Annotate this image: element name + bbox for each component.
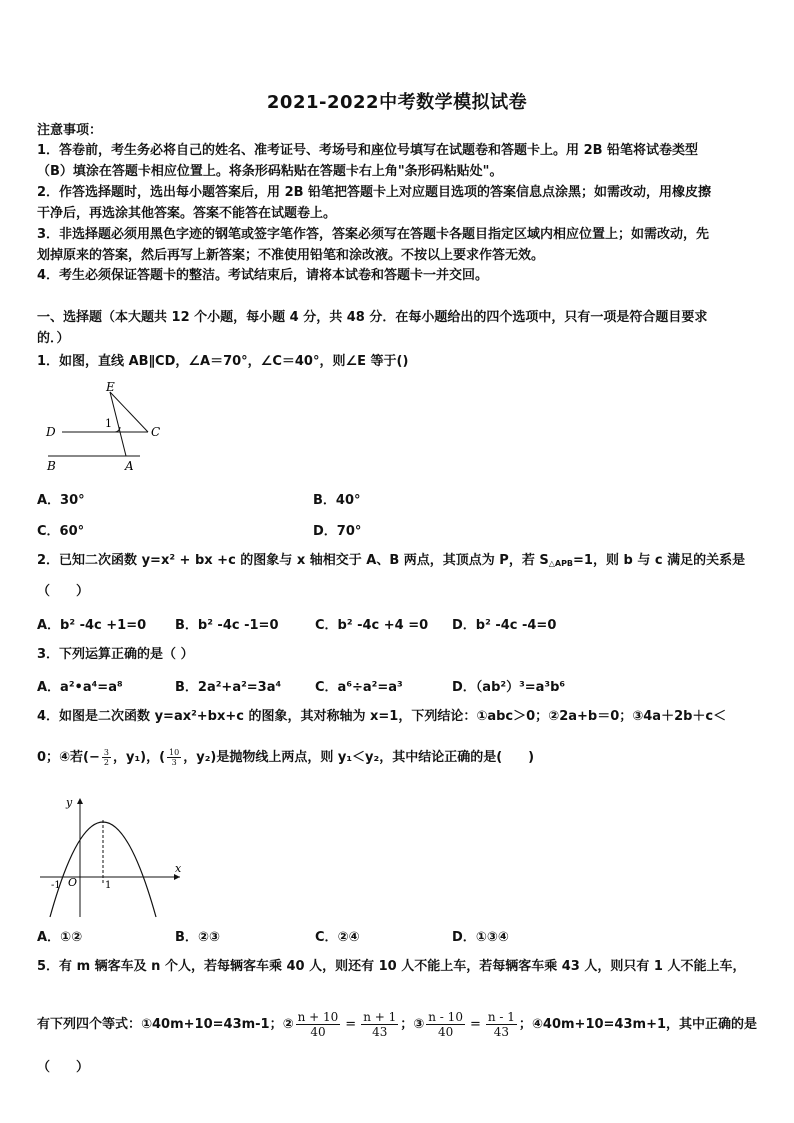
stem-part: ，y₂)是抛物线上两点，则 y₁＜y₂，其中结论正确的是( ) (183, 750, 535, 765)
option-c: C．②④ (315, 930, 360, 945)
label-x: x (175, 862, 182, 875)
question-5-stem: 5．有 m 辆客车及 n 个人，若每辆客车乘 40 人，则还有 10 人不能上车，若每辆客车乘 43 人，则只有 1 人不能上车， (37, 959, 746, 974)
option-b: B．b² -4c -1=0 (175, 618, 279, 633)
denominator: 43 (493, 1025, 510, 1039)
stem-part: 2．已知二次函数 y=x² + bx +c 的图象与 x 轴相交于 A、B 两点，其顶点为 P，若 S (37, 553, 549, 568)
option-d: D．70° (313, 524, 362, 539)
label-neg1: -1 (51, 880, 61, 891)
label-angle-1: 1 (105, 417, 112, 430)
notice-line: 干净后，再选涂其他答案。答案不能答在试题卷上。 (37, 206, 337, 221)
label-b: B (47, 459, 56, 473)
fraction (361, 1010, 398, 1039)
fraction (102, 748, 111, 767)
notice-line: 4．考生必须保证答题卡的整洁。考试结束后，请将本试卷和答题卡一并交回。 (37, 268, 489, 283)
option-a: A．a²•a⁴=a⁸ (37, 680, 123, 695)
numerator: 10 (169, 748, 180, 757)
notice-line: （B）填涂在答题卡相应位置上。将条形码粘贴在答题卡右上角"条形码粘贴处"。 (37, 164, 503, 179)
stem-part: ，y₁)，( (112, 750, 166, 765)
notice-line: 3．非选择题必须用黑色字迹的钢笔或签字笔作答，答案必须写在答题卡各题目指定区域内相应位置上；如需改动，先 (37, 227, 710, 242)
label-c: C (151, 425, 161, 439)
question-2-blank: （ ） (37, 584, 90, 599)
section-heading: 一、选择题（本大题共 12 个小题，每小题 4 分，共 48 分．在每小题给出的四个选项中，只有一项是符合题目要求 (37, 310, 708, 325)
page-title: 2021-2022中考数学模拟试卷 (266, 92, 528, 113)
question-4-stem: 4．如图是二次函数 y=ax²+bx+c 的图象，其对称轴为 x=1，下列结论：①abc＞0；②2a+b＝0；③4a＋2b＋c＜ (37, 709, 727, 724)
stem-part: 有下列四个等式：①40m+10=43m-1；② (37, 1017, 294, 1032)
stem-part: 0；④若(− (37, 750, 100, 765)
section-heading: 的．） (37, 331, 70, 346)
question-1-stem: 1．如图，直线 AB∥CD，∠A＝70°，∠C＝40°，则∠E 等于() (37, 354, 409, 369)
segment-ea (110, 392, 126, 456)
fraction (426, 1010, 465, 1039)
numerator: 3 (103, 748, 109, 757)
denominator: 40 (437, 1025, 454, 1039)
option-a: A．①② (37, 930, 83, 945)
numerator: n - 10 (428, 1010, 463, 1024)
option-b: B．②③ (175, 930, 220, 945)
label-e: E (106, 380, 115, 394)
fraction (167, 748, 181, 767)
question-5-blank: （ ） (37, 1060, 90, 1075)
notice-line: 1．答卷前，考生务必将自己的姓名、准考证号、考场号和座位号填写在试题卷和答题卡上。用 2B 铅笔将试卷类型 (37, 143, 699, 158)
option-b: B．2a²+a²=3a⁴ (175, 680, 282, 695)
question-3-stem: 3．下列运算正确的是（ ） (37, 647, 194, 662)
label-y: y (66, 796, 73, 809)
denominator: 43 (372, 1025, 388, 1039)
stem-part: =1，则 b 与 c 满足的关系是 (573, 553, 746, 568)
question-1-figure (40, 380, 180, 475)
equals-sign: = (345, 1017, 357, 1032)
question-4-figure (35, 792, 190, 922)
question-2-stem (37, 551, 745, 574)
notice-line: 划掉原来的答案，然后再写上新答案；不准使用铅笔和涂改液。不按以上要求作答无效。 (37, 248, 545, 263)
option-d: D．（ab²）³=a³b⁶ (452, 680, 566, 695)
option-a: A．b² -4c +1=0 (37, 618, 147, 633)
option-c: C．b² -4c +4 =0 (315, 618, 429, 633)
option-b: B．40° (313, 493, 361, 508)
fraction (296, 1010, 341, 1039)
y-axis-arrow (77, 798, 83, 804)
denominator: 3 (171, 758, 177, 767)
label-origin: O (68, 876, 78, 889)
option-c: C．a⁶÷a²=a³ (315, 680, 403, 695)
numerator: n + 1 (363, 1010, 397, 1024)
question-4-stem-line2 (37, 748, 534, 768)
subscript: △APB (548, 559, 574, 568)
denominator: 40 (310, 1025, 326, 1039)
segment-ec (110, 392, 148, 432)
equals-sign: = (469, 1017, 481, 1032)
label-d: D (46, 425, 56, 439)
notice-line: 2．作答选择题时，选出每小题答案后，用 2B 铅笔把答题卡上对应题目选项的答案信息点涂黑；如需改动，用橡皮擦 (37, 185, 712, 200)
numerator: n + 10 (297, 1010, 339, 1024)
numerator: n - 1 (487, 1010, 515, 1024)
denominator: 2 (103, 758, 109, 767)
label-one: 1 (105, 880, 112, 891)
stem-part: ；③ (400, 1017, 425, 1032)
option-d: D．b² -4c -4=0 (452, 618, 557, 633)
question-5-equations (37, 1010, 757, 1039)
notice-heading: 注意事项： (37, 123, 103, 138)
fraction (486, 1010, 517, 1039)
label-a: A (125, 459, 134, 473)
stem-part: ；④40m+10=43m+1，其中正确的是 (518, 1017, 758, 1032)
option-a: A．30° (37, 493, 85, 508)
option-c: C．60° (37, 524, 85, 539)
option-d: D．①③④ (452, 930, 509, 945)
